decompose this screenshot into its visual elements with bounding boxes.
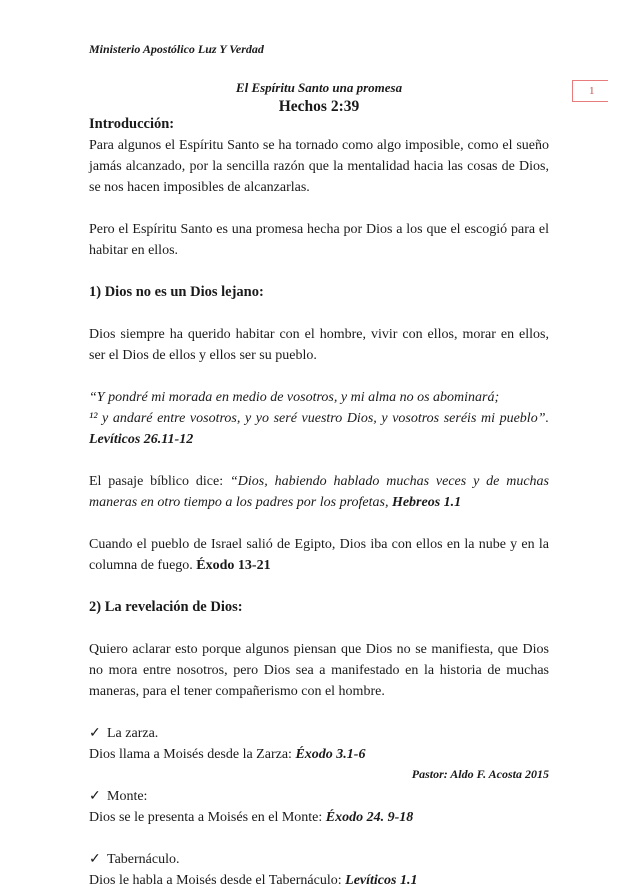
- list-item-text: Dios se le presenta a Moisés en el Monte: Éxodo 24. 9-18: [89, 810, 414, 825]
- section1-p3-reference: Hebreos 1.1: [391, 495, 462, 510]
- page-number: 1: [572, 80, 608, 102]
- intro-paragraph-2: Pero el Espíritu Santo es una promesa hecha por Dios a los que el escogió para el habitar en ellos.: [89, 222, 549, 258]
- section1-p4-reference: Éxodo 13-21: [196, 558, 271, 573]
- document-subtitle: Hechos 2:39: [278, 98, 360, 115]
- checkmark-icon: ✓: [89, 852, 101, 867]
- checkmark-icon: ✓: [89, 789, 101, 804]
- section1-p3-prefix: El pasaje bíblico dice:: [89, 474, 230, 489]
- section1-quote-line-1: “Y pondré mi morada en medio de vosotros, y mi alma no os abominará;: [89, 390, 500, 405]
- section1-quote-block: [89, 408, 549, 450]
- section1-p4-text: Cuando el pueblo de Israel salió de Egipto, Dios iba con ellos en la nube y en la columna de fuego.: [89, 537, 549, 573]
- page-footer: Pastor: Aldo F. Acosta 2015: [411, 767, 549, 781]
- list-item-reference: Éxodo 24. 9-18: [325, 810, 414, 825]
- document-title: El Espíritu Santo una promesa: [235, 80, 403, 95]
- section1-paragraph-1: Dios siempre ha querido habitar con el hombre, vivir con ellos, morar en ellos, ser el Dios de ellos y ellos ser su pueblo.: [89, 327, 549, 363]
- section2-heading: 2) La revelación de Dios:: [89, 599, 243, 615]
- intro-paragraph-1: Para algunos el Espíritu Santo se ha tornado como algo imposible, como el sueño jamás alcanzado, por la sencilla razón que la mentalidad hacia las cosas de Dios, se nos hacen imposibles de alcanzarlas.: [89, 138, 549, 195]
- list-item-reference: Éxodo 3.1-6: [295, 747, 366, 762]
- section1-p3-quote: “Dios, habiendo hablado muchas veces y de muchas maneras en otro tiempo a los padres por los profetas,: [89, 474, 549, 510]
- checkmark-icon: ✓: [89, 726, 101, 741]
- section1-paragraph-3: [89, 471, 549, 513]
- section2-paragraph-1: Quiero aclarar esto porque algunos piensan que Dios no se manifiesta, que Dios no mora entre nosotros, pero Dios sea a manifestado en la historia de muchas maneras, para el tener compañerismo con el hombre.: [89, 642, 549, 699]
- list-item-label: ✓ Monte:: [89, 786, 549, 807]
- list-item-text: Dios le habla a Moisés desde el Tabernáculo: Levíticos 1.1: [89, 873, 418, 888]
- section1-quote-reference: Levíticos 26.11-12: [89, 432, 194, 447]
- list-item-label: ✓ La zarza.: [89, 723, 549, 744]
- list-item-text: Dios llama a Moisés desde la Zarza: Éxodo 3.1-6: [89, 747, 366, 762]
- list-item-reference: Levíticos 1.1: [345, 873, 418, 888]
- page-header: Ministerio Apostólico Luz Y Verdad: [89, 42, 264, 56]
- list-item-label: ✓ Tabernáculo.: [89, 849, 549, 870]
- section1-paragraph-4: [89, 534, 549, 576]
- section1-quote-line-2: ¹² y andaré entre vosotros, y yo seré vuestro Dios, y vosotros seréis mi pueblo”.: [89, 411, 549, 426]
- section1-heading: 1) Dios no es un Dios lejano:: [89, 284, 264, 300]
- intro-heading: Introducción:: [89, 116, 175, 132]
